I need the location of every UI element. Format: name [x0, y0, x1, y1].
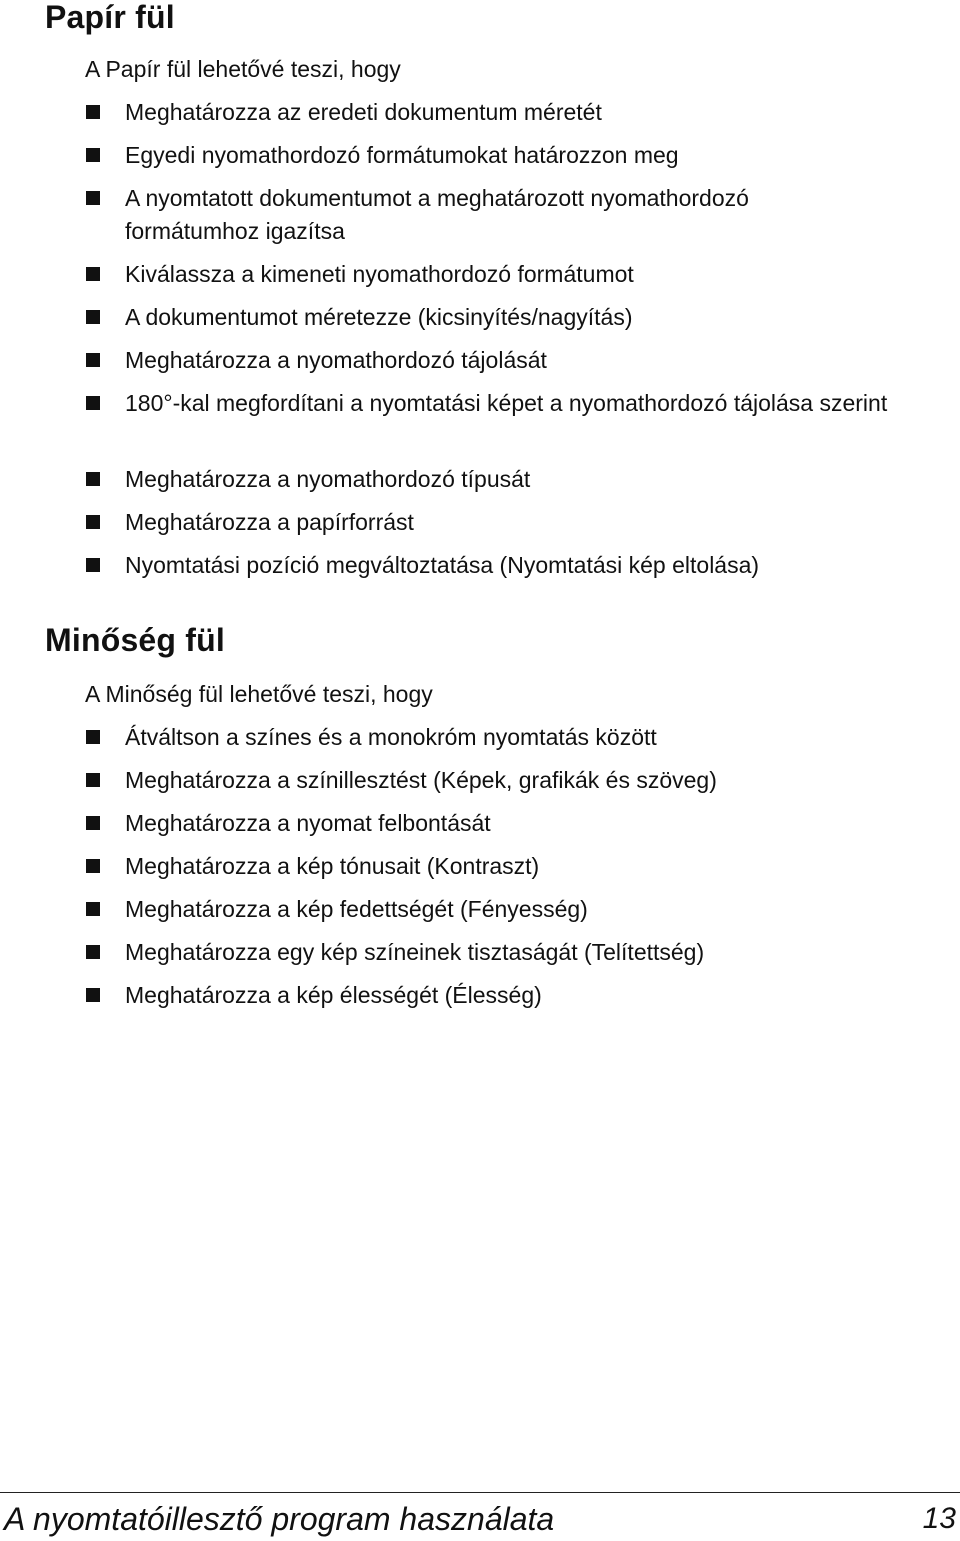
- square-bullet-icon: [86, 773, 100, 787]
- list-item-text: Kiválassza a kimeneti nyomathordozó formátumot: [125, 261, 634, 287]
- list-item: [0, 182, 960, 248]
- list-item: [0, 301, 960, 334]
- list-item: [0, 721, 960, 754]
- list-item: [0, 139, 960, 172]
- list-item-text: Meghatározza a nyomathordozó tájolását: [125, 347, 547, 373]
- quality-tab-heading: Minőség fül: [45, 622, 225, 658]
- list-item: [0, 850, 960, 883]
- list-item-text: Nyomtatási pozíció megváltoztatása (Nyomtatási kép eltolása): [125, 552, 760, 578]
- list-item-text: Meghatározza a kép élességét (Élesség): [125, 982, 542, 1008]
- list-item-text: Egyedi nyomathordozó formátumokat határozzon meg: [125, 142, 679, 168]
- quality-tab-feature-list: [0, 721, 960, 1022]
- list-item: [0, 979, 960, 1012]
- square-bullet-icon: [86, 353, 100, 367]
- square-bullet-icon: [86, 191, 100, 205]
- footer-chapter-title: A nyomtatóillesztő program használata: [4, 1501, 555, 1537]
- footer-divider: [0, 1492, 960, 1493]
- list-item-text: A nyomtatott dokumentumot a meghatározott nyomathordozó formátumhoz igazítsa: [125, 185, 749, 244]
- list-item-text: Meghatározza a nyomathordozó típusát: [125, 466, 531, 492]
- list-item: [0, 893, 960, 926]
- list-item: [0, 344, 960, 377]
- list-item-text: Meghatározza a színillesztést (Képek, grafikák és szöveg): [125, 767, 717, 793]
- list-item: [0, 549, 960, 582]
- list-item-text: A dokumentumot méretezze (kicsinyítés/nagyítás): [125, 304, 633, 330]
- list-item: [0, 506, 960, 539]
- list-item-text: Meghatározza a papírforrást: [125, 509, 414, 535]
- square-bullet-icon: [86, 396, 100, 410]
- list-item-text: Meghatározza az eredeti dokumentum méretét: [125, 99, 602, 125]
- list-item: [0, 936, 960, 969]
- list-item-text: 180°-kal megfordítani a nyomtatási képet a nyomathordozó tájolása szerint: [125, 390, 888, 416]
- square-bullet-icon: [86, 730, 100, 744]
- square-bullet-icon: [86, 105, 100, 119]
- list-item-text: Meghatározza egy kép színeinek tisztaságát (Telítettség): [125, 939, 705, 965]
- list-item: [0, 807, 960, 840]
- list-item: [0, 387, 960, 453]
- square-bullet-icon: [86, 148, 100, 162]
- square-bullet-icon: [86, 472, 100, 486]
- paper-tab-intro: A Papír fül lehetővé teszi, hogy: [85, 56, 401, 82]
- list-item-text: Átváltson a színes és a monokróm nyomtatás között: [125, 724, 657, 750]
- square-bullet-icon: [86, 310, 100, 324]
- square-bullet-icon: [86, 988, 100, 1002]
- square-bullet-icon: [86, 267, 100, 281]
- square-bullet-icon: [86, 558, 100, 572]
- list-item: [0, 463, 960, 496]
- paper-tab-feature-list: [0, 96, 960, 592]
- quality-tab-intro: A Minőség fül lehetővé teszi, hogy: [85, 681, 433, 707]
- paper-tab-heading: Papír fül: [45, 0, 175, 35]
- list-item: [0, 96, 960, 129]
- square-bullet-icon: [86, 515, 100, 529]
- page-number: 13: [922, 1502, 956, 1535]
- list-item-text: Meghatározza a kép fedettségét (Fényesség): [125, 896, 588, 922]
- list-item-text: Meghatározza a kép tónusait (Kontraszt): [125, 853, 540, 879]
- list-item-text: Meghatározza a nyomat felbontását: [125, 810, 491, 836]
- square-bullet-icon: [86, 902, 100, 916]
- list-item: [0, 258, 960, 291]
- square-bullet-icon: [86, 859, 100, 873]
- list-item: [0, 764, 960, 797]
- square-bullet-icon: [86, 816, 100, 830]
- square-bullet-icon: [86, 945, 100, 959]
